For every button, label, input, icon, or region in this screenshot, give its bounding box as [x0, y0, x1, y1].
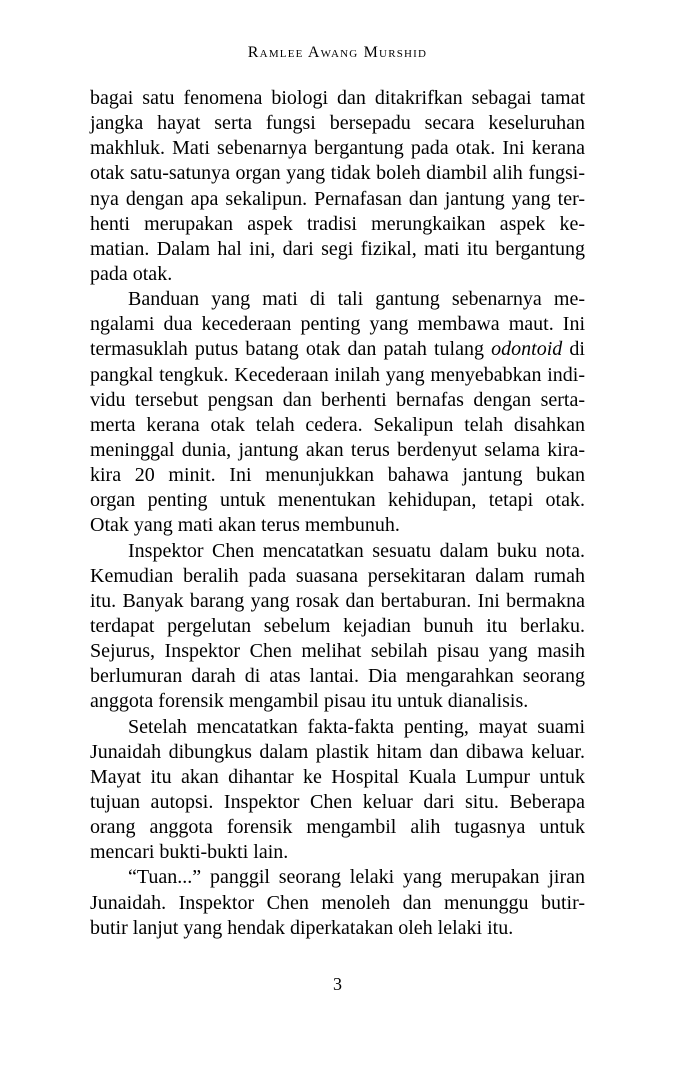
text-line: ngalami dua kecederaan penting yang membawa maut. Ini	[90, 313, 585, 336]
text-line: pangkal tengkuk. Kecederaan inilah yang menyebabkan indi-	[90, 363, 585, 386]
page-number: 3	[333, 974, 342, 994]
text-line: mencari bukti-bukti lain.	[90, 841, 289, 864]
text-line: meninggal dunia, jantung akan terus berdenyut selama kira-	[90, 438, 585, 461]
text-line: nya dengan apa sekalipun. Pernafasan dan jantung yang ter-	[90, 187, 585, 210]
text-line: pada otak.	[90, 262, 173, 285]
text-line: Banduan yang mati di tali gantung sebenarnya me-	[128, 288, 585, 311]
text-line: makhluk. Mati sebenarnya bergantung pada otak. Ini kerana	[90, 137, 585, 160]
text-line: “Tuan...” panggil seorang lelaki yang merupakan jiran	[128, 866, 585, 889]
running-header-author: Ramlee Awang Murshid	[247, 44, 428, 61]
text-line: anggota forensik mengambil pisau itu untuk dianalisis.	[90, 690, 529, 713]
text-line: Inspektor Chen mencatatkan sesuatu dalam buku nota.	[128, 539, 585, 562]
text-line: otak satu-satunya organ yang tidak boleh diambil alih fungsi-	[90, 162, 585, 185]
text-line: kira 20 minit. Ini menunjukkan bahawa jantung bukan	[90, 464, 585, 487]
text-line: jangka hayat serta fungsi bersepadu secara keseluruhan	[90, 112, 585, 135]
text-line: tujuan autopsi. Inspektor Chen keluar dari situ. Beberapa	[90, 790, 585, 813]
text-line: Mayat itu akan dihantar ke Hospital Kuala Lumpur untuk	[90, 765, 585, 788]
text-line: organ penting untuk menentukan kehidupan, tetapi otak.	[90, 489, 585, 512]
text-line: termasuklah putus batang otak dan patah tulang odontoid di	[90, 338, 585, 361]
text-line: Otak yang mati akan terus membunuh.	[90, 514, 400, 537]
body-text	[90, 86, 585, 941]
text-line: matian. Dalam hal ini, dari segi fizikal, mati itu bergantung	[90, 237, 585, 260]
text-line: merta kerana otak telah cedera. Sekalipun telah disahkan	[90, 413, 585, 436]
text-line: Setelah mencatatkan fakta-fakta penting, mayat suami	[128, 715, 585, 738]
text-line: henti merupakan aspek tradisi merungkaikan aspek ke-	[90, 212, 585, 235]
text-line: bagai satu fenomena biologi dan ditakrifkan sebagai tamat	[90, 87, 585, 109]
text-line: itu. Banyak barang yang rosak dan bertaburan. Ini bermakna	[90, 589, 585, 612]
text-line: orang anggota forensik mengambil alih tugasnya untuk	[90, 816, 585, 839]
text-line: terdapat pergelutan sebelum kejadian bunuh itu berlaku.	[90, 614, 585, 637]
text-line: vidu tersebut pengsan dan berhenti bernafas dengan serta-	[90, 388, 585, 411]
text-line: Junaidah dibungkus dalam plastik hitam dan dibawa keluar.	[90, 740, 585, 763]
text-line: Junaidah. Inspektor Chen menoleh dan menunggu butir-	[90, 891, 585, 914]
text-line: butir lanjut yang hendak diperkatakan oleh lelaki itu.	[90, 916, 514, 939]
text-line: Sejurus, Inspektor Chen melihat sebilah pisau yang masih	[90, 640, 585, 663]
text-line: Kemudian beralih pada suasana persekitaran dalam rumah	[90, 564, 585, 587]
text-line: berlumuran darah di atas lantai. Dia mengarahkan seorang	[90, 665, 585, 688]
